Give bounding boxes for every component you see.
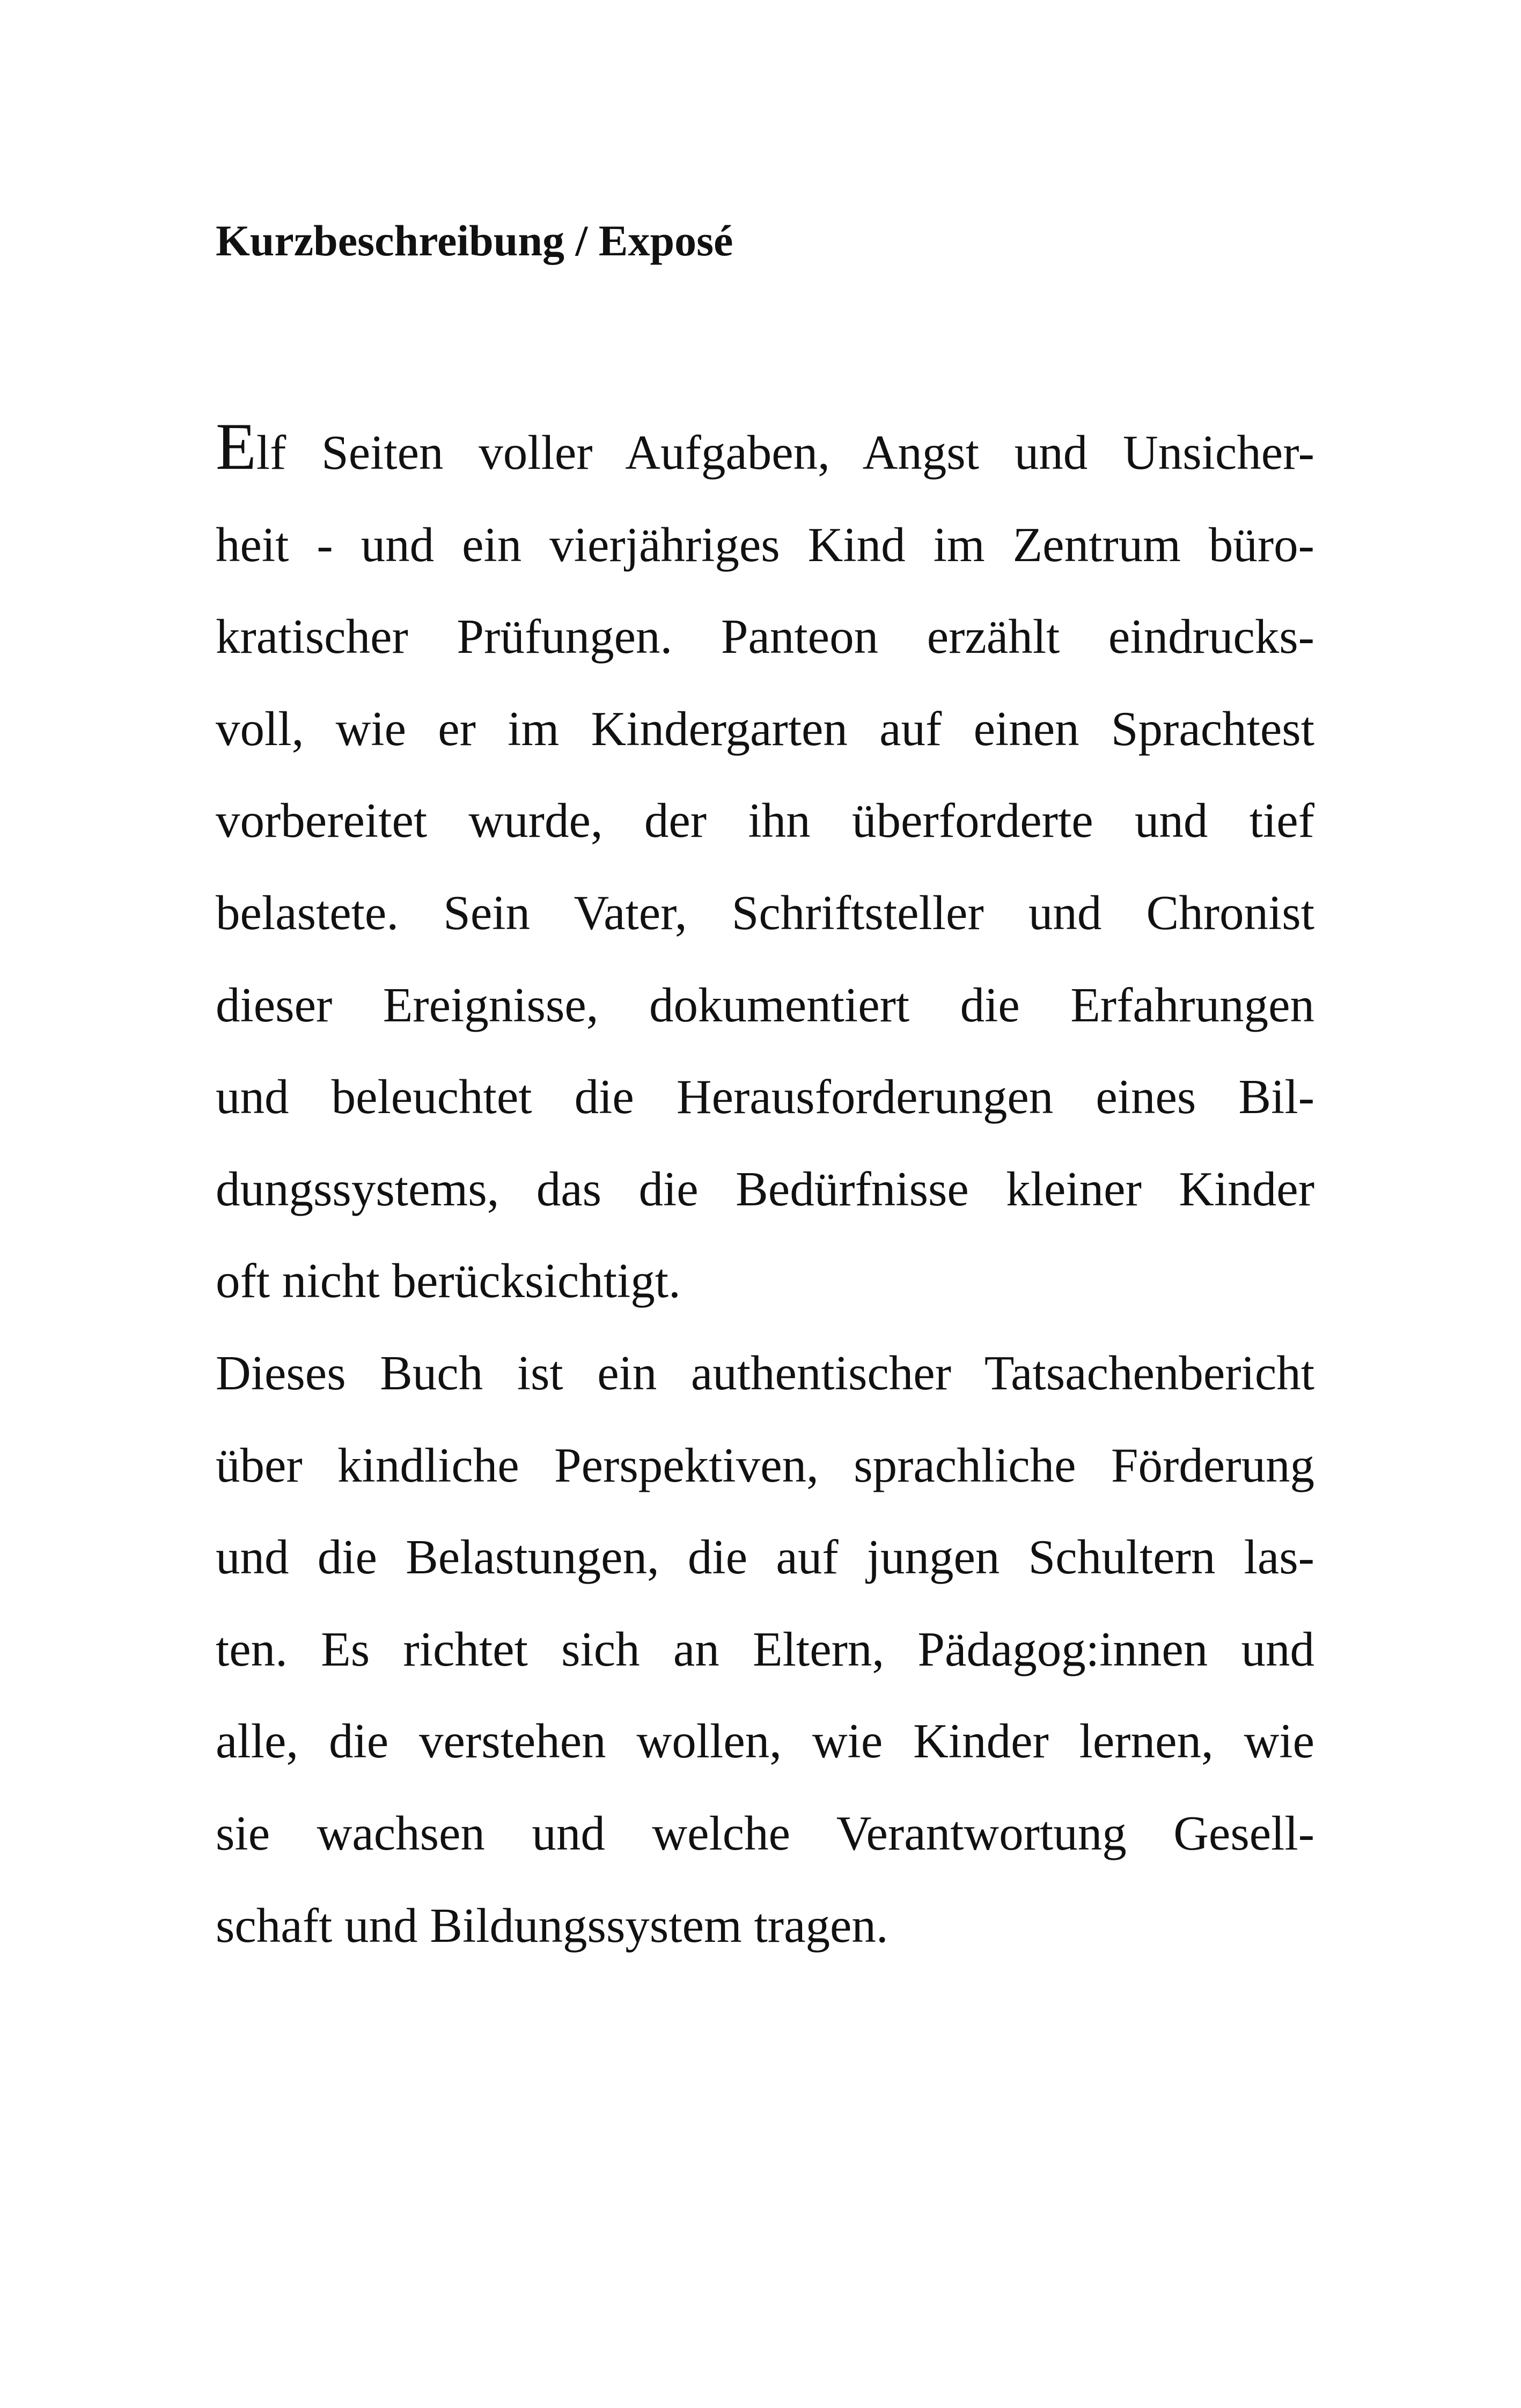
text-line: oft nicht berücksichtigt. (216, 1254, 681, 1308)
text-line: Dieses Buch ist ein authentischer Tatsachenbericht (216, 1345, 1314, 1400)
text-line: und beleuchtet die Herausforderungen eines Bil- (216, 1070, 1314, 1124)
text-line: dieser Ereignisse, dokumentiert die Erfahrungen (216, 977, 1314, 1032)
text-line: kratischer Prüfungen. Panteon erzählt eindrucks- (216, 609, 1314, 664)
text-line: sie wachsen und welche Verantwortung Gesell- (216, 1806, 1314, 1860)
initial-letter: E (216, 410, 256, 483)
text-line-content: lf Seiten voller Aufgaben, Angst und Unsicher- (256, 425, 1314, 480)
text-line: über kindliche Perspektiven, sprachliche Förderung (216, 1438, 1314, 1492)
text-line: heit - und ein vierjähriges Kind im Zentrum büro- (216, 517, 1314, 572)
text-line: dungssystems, das die Bedürfnisse kleiner Kinder (216, 1161, 1314, 1216)
text-line: ten. Es richtet sich an Eltern, Pädagog:innen und (216, 1622, 1314, 1676)
text-line: und die Belastungen, die auf jungen Schultern las- (216, 1530, 1314, 1585)
paragraph-1 (216, 407, 1314, 1327)
text-line: alle, die verstehen wollen, wie Kinder lernen, wie (216, 1714, 1314, 1769)
text-line: belastete. Sein Vater, Schriftsteller und Chronist (216, 885, 1314, 940)
text-line: vorbereitet wurde, der ihn überforderte und tief (216, 793, 1314, 848)
text-line: schaft und Bildungssystem tragen. (216, 1898, 888, 1953)
page-title: Kurzbeschreibung / Exposé (216, 216, 733, 265)
text-line: voll, wie er im Kindergarten auf einen Sprachtest (216, 701, 1314, 756)
paragraph-2 (216, 1327, 1314, 1971)
body-text (216, 407, 1314, 1971)
text-line (216, 407, 1314, 499)
